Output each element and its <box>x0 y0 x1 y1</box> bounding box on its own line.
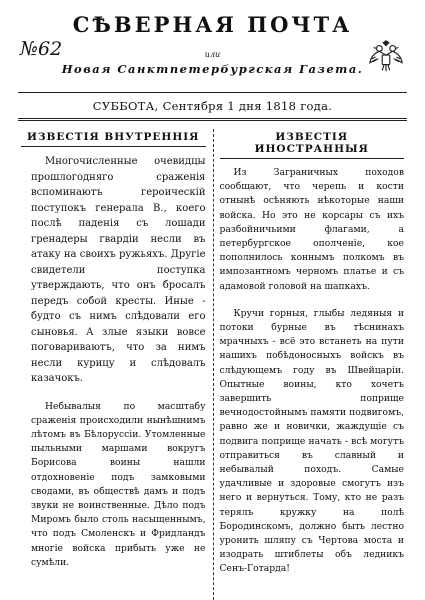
domestic-news-heading: ИЗВЕСТІЯ ВНУТРЕННІЯ <box>21 129 206 147</box>
column-divider <box>213 129 214 600</box>
article-columns <box>14 129 411 590</box>
double-headed-eagle-icon <box>367 38 405 76</box>
foreign-news-heading: ИЗВЕСТІЯ ИНОСТРАННЫЯ <box>220 129 405 159</box>
domestic-news-column <box>14 129 213 590</box>
title-connector: или <box>204 50 221 59</box>
foreign-news-column <box>213 129 412 590</box>
newspaper-title: СѢВЕРНАЯ ПОЧТА <box>72 12 353 37</box>
foreign-paragraph: Кручи горныя, глыбы ледяныя и потоки бурные въ тѣснинахъ мрачныхъ - всё это встанеть на пути нашихъ побѣдоносныхъ войскъ въ слѣдующемъ году въ Швейцаріи. Опытные воины, кто хочетъ завершить поприще вечнодостойнымъ памяти подвигомъ, равно же и новички, жаждущіе съ подвига поприще начать - всѣ могутъ отправиться въ славный и небывалый походъ. Самые удачливые и здоровые смогутъ изъ него и вернуться. Тому, кто не разъ терялъ кружку на полѣ Бородинскомъ, должно быть лестно уронить шляпу съ Чертова моста и изодрать штиблеты объ ледникъ Сенъ-Готарда! <box>219 307 404 575</box>
foreign-paragraph: Из Заграничных походов сообщают, что черепь и кости отнынѣ осѣняють нѣкоторые наши войска. Но это не корсары съ ихъ разбойничьими флагами, а петербургское ополченіе, кое пополнилось коннымъ полкомъ въ импозантномъ черномъ платье и съ адамовой головой на шапкахъ. <box>219 167 404 292</box>
double-rule <box>18 118 407 121</box>
issue-number: №62 <box>20 38 63 60</box>
domestic-paragraph: Многочисленные очевидцы прошлогодняго сраженія вспоминаютъ героическій поступокъ генерала В., коего послѣ паденія съ лошади гренадеры гвардіи несли въ атаку на своихъ ружьяхъ. Другіе свидетели поступка утверждають, что онъ бросалъ передъ собой кресты. Иные - будто съ нимъ слѣдовали его сыновья. А злые языки вовсе поговариваютъ, что за нимъ несли курицу и слѣдовалъ казачокъ. <box>31 156 206 384</box>
dateline: СУББОТА, Сентября 1 дня 1818 года. <box>92 99 333 113</box>
masthead <box>14 0 411 92</box>
newspaper-subtitle: Новая Санктпетербургская Газета. <box>61 62 364 76</box>
domestic-paragraph: Небывалыя по масштабу сраженія происходили нынѣшнимъ лѣтомъ въ Бѣлоруссіи. Утомленные пыльными маршами вокругъ Борисова воины нашли отдохновеніе подъ замковыми сводами, въ обществѣ дамъ и подъ звуки не воинственные. Дѣло подъ Миромъ было столь насыщеннымъ, что подъ Смоленскъ и Фридландъ многіе войска прибыть уже не сумѣли. <box>31 400 206 568</box>
